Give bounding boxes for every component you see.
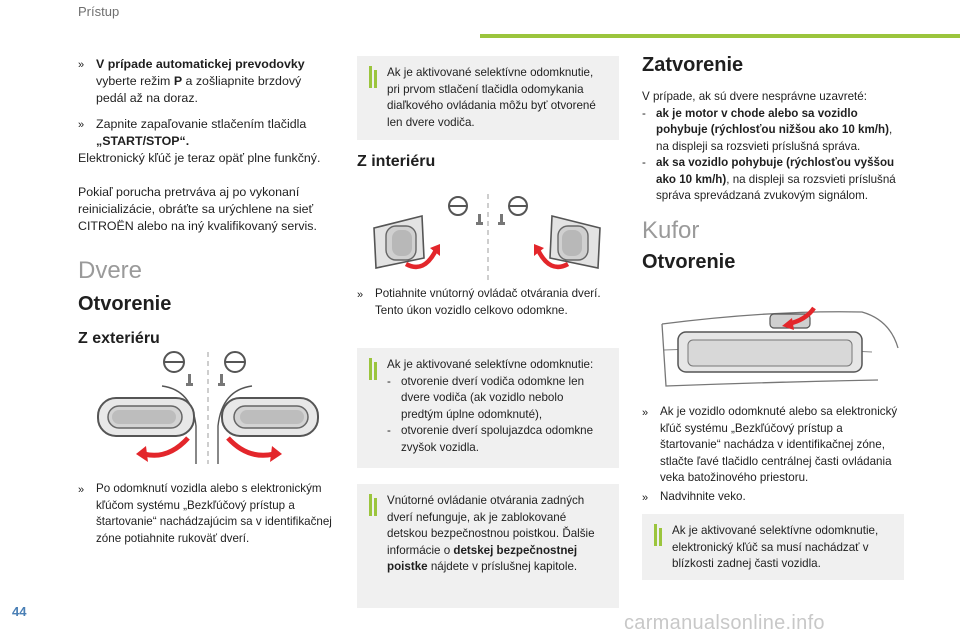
close-item-text: , na displeji sa rozsvieti príslušná správa.: [656, 123, 893, 153]
bullet-arrow-icon: »: [78, 59, 85, 71]
info-trunk-text: Ak je aktivované selektívne odomknutie, elektronický kľúč sa musí nachádzať v blízkosti zadnej časti vozidla.: [672, 524, 879, 570]
info-box-selective-1: [357, 56, 619, 140]
section-label: Prístup: [78, 4, 120, 19]
interior-handle-icon: [550, 216, 600, 268]
bullet-ignition-text: Zapnite zapaľovanie stlačením tlačidla: [96, 117, 307, 131]
steering-wheel-icon: [449, 197, 467, 215]
list-item: - otvorenie dverí vodiča odomkne len dvere vodiča (ak vozidlo nebolo predtým úplne odomknuté),: [387, 374, 607, 424]
column-3: [642, 54, 904, 274]
interior-handle-illustration: [366, 188, 608, 284]
list-item-text: otvorenie dverí vodiča odomkne len dvere vodiča (ak vozidlo nebolo predtým úplne odomknuté),: [401, 374, 585, 421]
door-handle-icon: [222, 398, 318, 436]
start-stop-button-name: „START/STOP“.: [96, 134, 190, 148]
info-selective-1-text: Ak je aktivované selektívne odomknutie, pri prvom stlačení tlačidla odomykania diaľkového ovládania môžu byť otvorené len dvere vodiča.: [387, 66, 596, 129]
key-functional-text: Elektronický kľúč je teraz opäť plne funkčný.: [78, 151, 321, 165]
section-title-trunk: Kufor: [642, 216, 700, 244]
bullet-arrow-icon: »: [357, 289, 364, 301]
section-title-doors: Dvere: [78, 257, 143, 284]
bullet-auto-text-2: a zošliapnite brzdový pedál až na doraz.: [96, 74, 302, 105]
trunk-open-text: Ak je vozidlo odomknuté alebo sa elektronický kľúč systému „Bezkľúčový prístup a štartovanie“ nachádza v identifikačnej zóne, stlačte ľavé tlačidlo centrálnej časti ovládania veka batožinového priestoru.: [660, 405, 898, 484]
list-item: - ak je motor v chode alebo sa vozidlo pohybuje (rýchlosťou nižšou ako 10 km/h), na displeji sa rozsvieti príslušná správa.: [642, 106, 893, 153]
bullet-arrow-icon: »: [78, 119, 85, 131]
heading-exterior: Z exteriéru: [78, 330, 160, 347]
gear-mode: P: [173, 74, 183, 88]
bullet-interior-open: [357, 286, 619, 319]
lift-lid-text: Nadvihnite veko.: [660, 489, 746, 503]
steering-wheel-icon: [164, 352, 184, 372]
list-item-text: otvorenie dverí spolujazdca odomkne zvyšok vozidla.: [401, 424, 594, 454]
info-box-selective-2: [357, 348, 619, 468]
pull-arrow-icon: [144, 438, 188, 455]
info-icon: [369, 494, 372, 516]
trunk-bullets: [642, 404, 904, 506]
bullet-exterior-open: [78, 481, 336, 547]
header-accent-rule: [480, 34, 960, 38]
heading-interior: Z interiéru: [357, 153, 436, 170]
child-lock-bold: detskej bezpečnostnej poistke: [387, 543, 578, 573]
bullet-auto-label: V prípade automatickej prevodovky: [96, 57, 305, 71]
info-icon: [369, 358, 372, 380]
heading-closing: Zatvorenie: [642, 54, 744, 76]
fault-paragraph: Pokiaľ porucha pretrváva aj po vykonaní reinicializácie, obráťte sa urýchlene na sieť CITROËN alebo na iný kvalifikovaný servis.: [78, 185, 317, 233]
bullet-auto-text: vyberte režim: [96, 74, 174, 88]
child-lock-after: nájdete v príslušnej kapitole.: [427, 560, 578, 573]
interior-open-text: Potiahnite vnútorný ovládač otvárania dverí. Tento úkon vozidlo celkovo odomkne.: [375, 287, 601, 317]
door-handle-icon: [98, 398, 194, 436]
watermark: carmanualsonline.info: [624, 612, 825, 634]
close-intro: V prípade, ak sú dvere nesprávne uzavreté:: [642, 90, 867, 103]
bullet-arrow-icon: »: [642, 407, 649, 419]
steering-wheel-icon: [225, 352, 245, 372]
info-icon: [654, 524, 657, 546]
info-box-trunk: [642, 514, 904, 580]
close-item-bold: ak sa vozidlo pohybuje (rýchlosťou vyššou ako 10 km/h): [656, 156, 895, 186]
bullet-lift-lid: [642, 489, 904, 507]
bullet-automatic-gearbox: [78, 56, 334, 107]
info-selective-2-intro: Ak je aktivované selektívne odomknutie:: [387, 358, 594, 371]
bullet-ignition: [78, 116, 334, 150]
bullet-arrow-icon: »: [642, 491, 649, 504]
exterior-open-text: Po odomknutí vozidla alebo s elektronickým kľúčom systému „Bezkľúčový prístup a štartovanie“ nachádzajúcim sa v identifikačnej zóne potiahnite rukoväť dverí.: [96, 482, 332, 545]
bullet-trunk-open: [642, 404, 904, 487]
info-box-child-lock: [357, 484, 619, 608]
child-lock-text: Vnútorné ovládanie otvárania zadných dverí nefunguje, ak je zablokované detskou bezpečnostnou poistkou. Ďalšie informácie o: [387, 494, 595, 557]
bullet-arrow-icon: »: [78, 484, 85, 496]
list-item: - ak sa vozidlo pohybuje (rýchlosťou vyššou ako 10 km/h), na displeji sa rozsvieti príslušná správa sprevádzaná zvukovým signálom.: [642, 156, 896, 202]
page-number: 44: [12, 604, 27, 619]
heading-trunk-opening: Otvorenie: [642, 250, 736, 273]
tailgate-panel-icon: [678, 332, 862, 372]
steering-wheel-icon: [509, 197, 527, 215]
close-item-text: , na displeji sa rozsvieti príslušná správa sprevádzaná zvukovým signálom.: [656, 172, 896, 202]
list-item: - otvorenie dverí spolujazdca odomkne zvyšok vozidla.: [387, 423, 607, 456]
column-1: [78, 56, 334, 348]
interior-handle-icon: [374, 216, 424, 268]
exterior-handle-illustration: [92, 346, 324, 468]
close-item-bold: ak je motor v chode alebo sa vozidlo pohybuje (rýchlosťou nižšou ako 10 km/h): [656, 106, 889, 136]
heading-opening: Otvorenie: [78, 293, 172, 315]
pull-arrow-icon: [228, 438, 274, 455]
trunk-illustration: [652, 290, 902, 390]
info-icon: [369, 66, 372, 88]
